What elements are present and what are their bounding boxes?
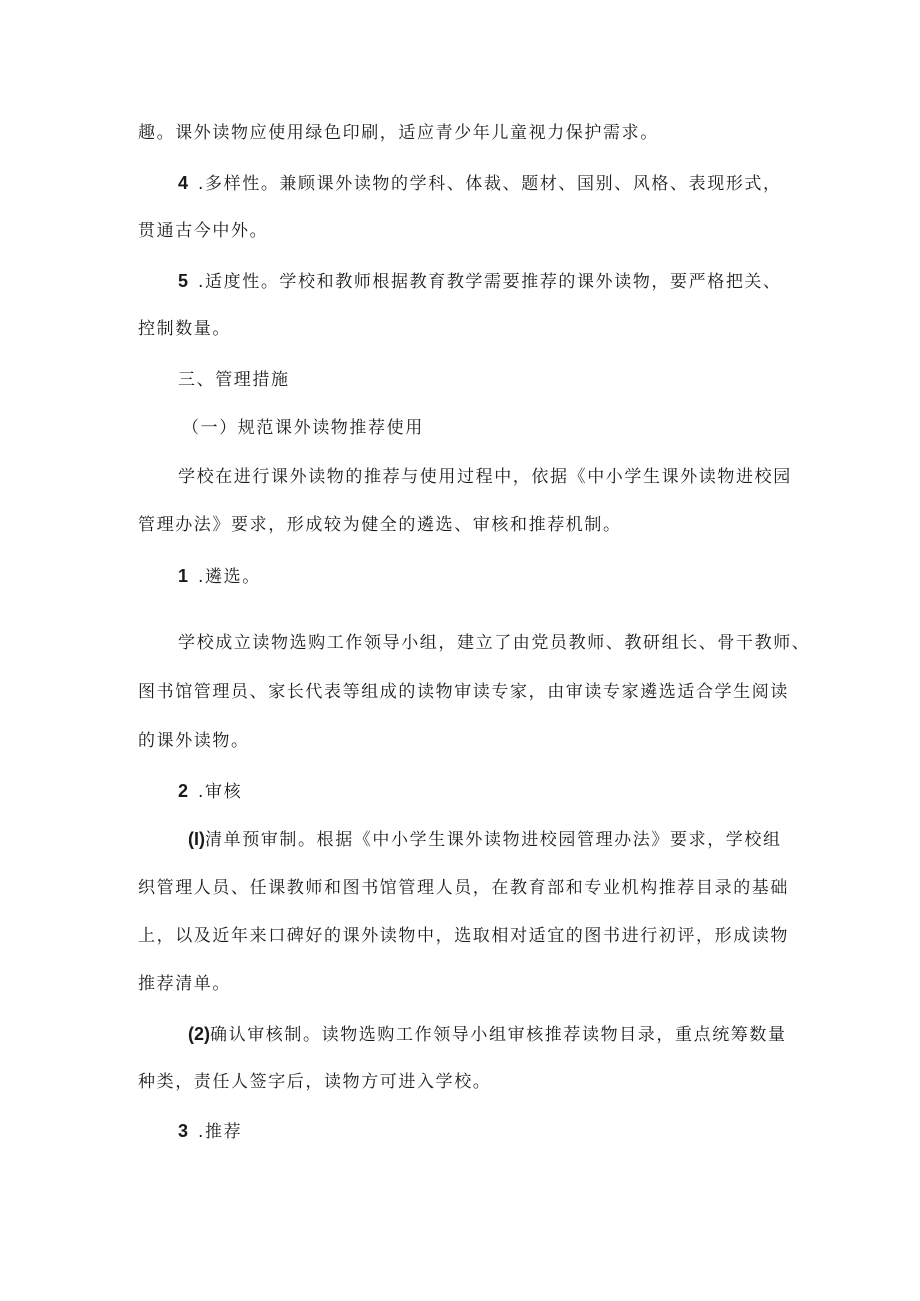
paragraph-line xyxy=(178,465,792,489)
text-line: 清单预审制。根据《中小学生课外读物进校园管理办法》要求，学校组 xyxy=(205,830,782,850)
sub-item-2 xyxy=(188,1022,787,1047)
text-line: 趣。课外读物应使用绿色印刷，适应青少年儿童视力保护需求。 xyxy=(138,123,659,143)
heading-text: 三、管理措施 xyxy=(178,370,290,390)
text-line: 控制数量。 xyxy=(138,319,231,339)
paragraph-line xyxy=(138,1070,491,1094)
list-text: .适度性。学校和教师根据教育教学需要推荐的课外读物，要严格把关、 xyxy=(198,272,782,292)
text-line: 图书馆管理员、家长代表等组成的读物审读专家，由审读专家遴选适合学生阅读 xyxy=(138,682,789,702)
sub-number: (2) xyxy=(188,1024,210,1044)
paragraph-line xyxy=(138,924,789,948)
text-line: 的课外读物。 xyxy=(138,731,250,751)
paragraph-line xyxy=(138,729,250,753)
text-line: 学校成立读物选购工作领导小组，建立了由党员教师、教研组长、骨干教师、 xyxy=(178,633,811,653)
paragraph-line xyxy=(138,513,622,537)
list-text: .推荐 xyxy=(198,1122,243,1142)
heading-text: （一）规范课外读物推荐使用 xyxy=(182,418,424,438)
sub-number: (I) xyxy=(188,829,205,849)
list-item-4 xyxy=(178,171,782,196)
list-number: 2 xyxy=(178,781,189,801)
paragraph-line xyxy=(138,876,789,900)
list-number: 5 xyxy=(178,271,189,291)
text-line: 贯通古今中外。 xyxy=(138,221,269,241)
list-number: 1 xyxy=(178,566,189,586)
list-text: .审核 xyxy=(198,782,243,802)
section-heading xyxy=(178,368,290,392)
sub-item-1 xyxy=(188,827,782,852)
list-item-2 xyxy=(178,779,242,804)
list-item-5 xyxy=(178,269,782,294)
text-line: 确认审核制。读物选购工作领导小组审核推荐读物目录，重点统筹数量 xyxy=(210,1025,787,1045)
text-line: 织管理人员、任课教师和图书馆管理人员，在教育部和专业机构推荐目录的基础 xyxy=(138,878,789,898)
text-line: 管理办法》要求，形成较为健全的遴选、审核和推荐机制。 xyxy=(138,515,622,535)
paragraph-line xyxy=(178,631,810,655)
subsection-heading xyxy=(182,416,424,440)
list-item-1 xyxy=(178,564,261,589)
text-line: 种类，责任人签字后，读物方可进入学校。 xyxy=(138,1072,492,1092)
paragraph-line xyxy=(138,317,231,341)
text-line: 学校在进行课外读物的推荐与使用过程中，依据《中小学生课外读物进校园 xyxy=(178,467,792,487)
paragraph-line xyxy=(138,121,659,145)
list-number: 3 xyxy=(178,1121,189,1141)
list-text: .多样性。兼顾课外读物的学科、体裁、题材、国别、风格、表现形式， xyxy=(198,174,782,194)
paragraph-line xyxy=(138,972,231,996)
paragraph-line xyxy=(138,219,268,243)
text-line: 上，以及近年来口碑好的课外读物中，选取相对适宜的图书进行初评，形成读物 xyxy=(138,926,789,946)
list-number: 4 xyxy=(178,173,189,193)
list-text: .遴选。 xyxy=(198,567,261,587)
text-line: 推荐清单。 xyxy=(138,974,231,994)
list-item-3 xyxy=(178,1119,242,1144)
paragraph-line xyxy=(138,680,789,704)
